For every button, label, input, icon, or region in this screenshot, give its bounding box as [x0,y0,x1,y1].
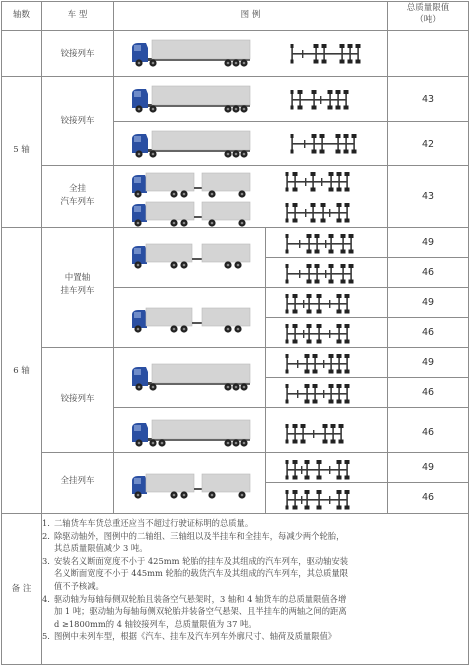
limit-value: 46 [421,492,435,503]
note-line [42,567,467,579]
limit-value: 43 [421,191,435,202]
note-number: 2. [42,530,50,541]
limit-value: 43 [421,94,435,105]
type-label: 挂车列车 [60,286,95,296]
header-diagram: 图 例 [240,10,261,20]
type-label: 汽车列车 [60,197,95,207]
truck-icon [130,38,255,68]
note-line [42,605,467,617]
note-line [42,530,467,542]
truck-icon [130,129,255,159]
axle-layout-icon [285,324,365,344]
axle-layout-icon [285,264,365,284]
group-5-axles: 5 轴 [13,145,30,155]
note-number: 3. [42,555,50,566]
axle-layout-icon [290,90,370,110]
notes-label: 备 注 [11,584,32,594]
truck-icon [130,304,255,334]
type-label: 全挂列车 [60,476,95,486]
truck-icon [130,240,255,270]
note-text: 其总质量限值减少 3 吨。 [54,543,148,554]
truck-icon [130,198,255,228]
axle-layout-icon [285,424,365,444]
truck-icon [130,362,255,392]
axle-layout-icon [290,134,370,154]
note-line [42,593,467,605]
axle-layout-icon [285,460,365,480]
header-limit-unit: （吨） [415,15,441,25]
header-type: 车 型 [67,10,88,20]
note-text: 安装名义断面宽度不小于 425mm 轮胎的挂车及其组成的汽车列车，驱动轴安装 [54,555,349,566]
note-text: 值不予核减。 [54,581,104,591]
limit-value: 46 [421,427,435,438]
note-text: 除驱动轴外，图例中的二轴组、三轴组以及半挂车和全挂车，每减少两个轮胎， [54,530,345,541]
note-line [42,630,467,642]
note-number: 1. [42,518,50,528]
limit-value: 46 [421,327,435,338]
axle-layout-icon [290,44,370,64]
group-6-axles: 6 轴 [13,366,30,376]
note-line [42,580,467,592]
note-line [42,542,467,554]
header-axles: 轴数 [12,10,30,20]
limit-value: 49 [421,462,435,473]
truck-icon [130,84,255,114]
limit-value: 42 [421,139,435,150]
type-label: 铰接列车 [60,49,95,59]
truck-icon [130,169,255,199]
limit-value: 49 [421,297,435,308]
axle-layout-icon [285,203,365,223]
axle-layout-icon [285,384,365,404]
axle-layout-icon [285,234,365,254]
axle-layout-icon [285,490,365,510]
limit-value: 49 [421,357,435,368]
type-label: 铰接列车 [60,116,95,126]
truck-icon [130,470,255,500]
axle-layout-icon [285,294,365,314]
note-text: 加 1 吨；驱动轴为每轴每侧双轮胎并装备空气悬架、且半挂车的两轴之间的距离 [54,606,347,617]
note-number: 5. [42,631,50,642]
note-number: 4. [42,593,50,604]
type-label: 全挂 [68,184,86,194]
note-text: 图例中未列车型，根据《汽车、挂车及汽车列车外廓尺寸、轴荷及质量限值》 [54,631,337,642]
note-line [42,618,467,630]
note-text: 驱动轴为每轴每侧双轮胎且装备空气悬架时，3 轴和 4 轴货车的总质量限值各增 [54,593,347,604]
note-line [42,555,467,567]
limit-value: 49 [421,237,435,248]
axle-layout-icon [285,354,365,374]
truck-icon [130,418,255,448]
header-limit: 总质量限值 [406,3,450,13]
note-text: d ≥1800mm的 4 轴铰接列车，总质量限值为 37 吨。 [54,618,257,629]
note-text: 名义断面宽度不小于 445mm 轮胎的载货汽车及其组成的汽车列车，其总质量限 [54,568,349,579]
note-line [42,517,467,529]
type-label: 铰接列车 [60,394,95,404]
type-label: 中置轴 [64,273,91,283]
axle-layout-icon [285,172,365,192]
limit-value: 46 [421,387,435,398]
limit-value: 46 [421,267,435,278]
note-text: 二轴货车车货总重还应当不超过行驶证标明的总质量。 [54,518,254,528]
